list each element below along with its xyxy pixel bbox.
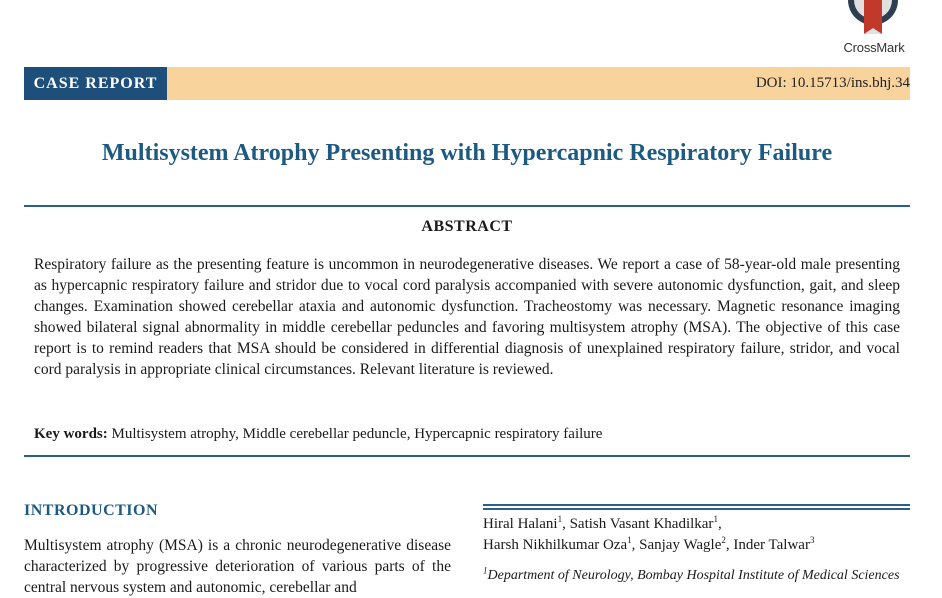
affiliation-sup: 1 xyxy=(483,565,488,576)
author-name: Harsh Nikhilkumar Oza xyxy=(483,537,628,553)
author-affiliation-sup: 2 xyxy=(721,535,726,545)
author-affiliation-sup: 1 xyxy=(557,514,563,524)
introduction-heading: INTRODUCTION xyxy=(24,502,159,519)
abstract-body: Respiratory failure as the presenting feature is uncommon in neurodegenerative diseases. We report a case of 58-year-old male presenting as hypercapnic respiratory failure and stridor due to vocal cord paralysis accompanied with severe autonomic dysfunction, gait, and sleep changes. Examination showed cerebellar ataxia and autonomic dysfunction. Tracheostomy was necessary. Magnetic resonance imaging showed bilateral signal abnormality in middle cerebellar peduncles and favoring multisystem atrophy (MSA). The objective of this case report is to remind readers that MSA should be considered in differential diagnosis of unexplained respiratory failure, stridor, and vocal cord paralysis in appropriate clinical circumstances. Relevant literature is reviewed. xyxy=(34,256,900,378)
author-affiliation-sup: 3 xyxy=(809,535,815,545)
keywords-text: Multisystem atrophy, Middle cerebellar peduncle, Hypercapnic respiratory failure xyxy=(111,426,603,442)
article-title: Multisystem Atrophy Presenting with Hypercapnic Respiratory Failure xyxy=(101,140,833,166)
author-separator: , xyxy=(562,516,570,532)
article-type-banner xyxy=(24,67,910,100)
crossmark-badge[interactable] xyxy=(834,0,914,60)
author-separator: , xyxy=(717,516,722,532)
crossmark-icon xyxy=(844,0,902,40)
article-type-tag: CASE REPORT xyxy=(24,67,167,100)
author-name: Inder Talwar xyxy=(733,537,810,553)
affiliation-text: Department of Neurology, Bombay Hospital Institute of Medical Sciences xyxy=(487,568,900,583)
author-affiliation-sup: 1 xyxy=(627,535,632,545)
crossmark-label: CrossMark xyxy=(843,40,905,55)
author-separator: , xyxy=(725,537,734,553)
divider-top xyxy=(24,205,910,207)
author-name: Hiral Halani xyxy=(483,516,558,532)
author-separator: , xyxy=(631,537,640,553)
introduction-body: Multisystem atrophy (MSA) is a chronic neurodegenerative disease characterized by progressive deterioration of various parts of the central nervous system and autonomic, cerebellar and xyxy=(24,537,451,596)
keywords-label: Key words: xyxy=(34,426,108,442)
author-affiliation-sup: 1 xyxy=(713,514,718,524)
author-list xyxy=(483,514,910,556)
abstract-heading: ABSTRACT xyxy=(421,218,513,235)
author-name: Sanjay Wagle xyxy=(639,537,722,553)
divider-bottom xyxy=(24,455,910,457)
author-rule-2 xyxy=(483,508,910,510)
author-rule-1 xyxy=(483,504,910,506)
keywords-line xyxy=(34,426,602,443)
author-name: Satish Vasant Khadilkar xyxy=(569,516,714,532)
affiliation-line xyxy=(483,565,910,584)
doi-link[interactable]: DOI: 10.15713/ins.bhj.34 xyxy=(755,75,910,91)
